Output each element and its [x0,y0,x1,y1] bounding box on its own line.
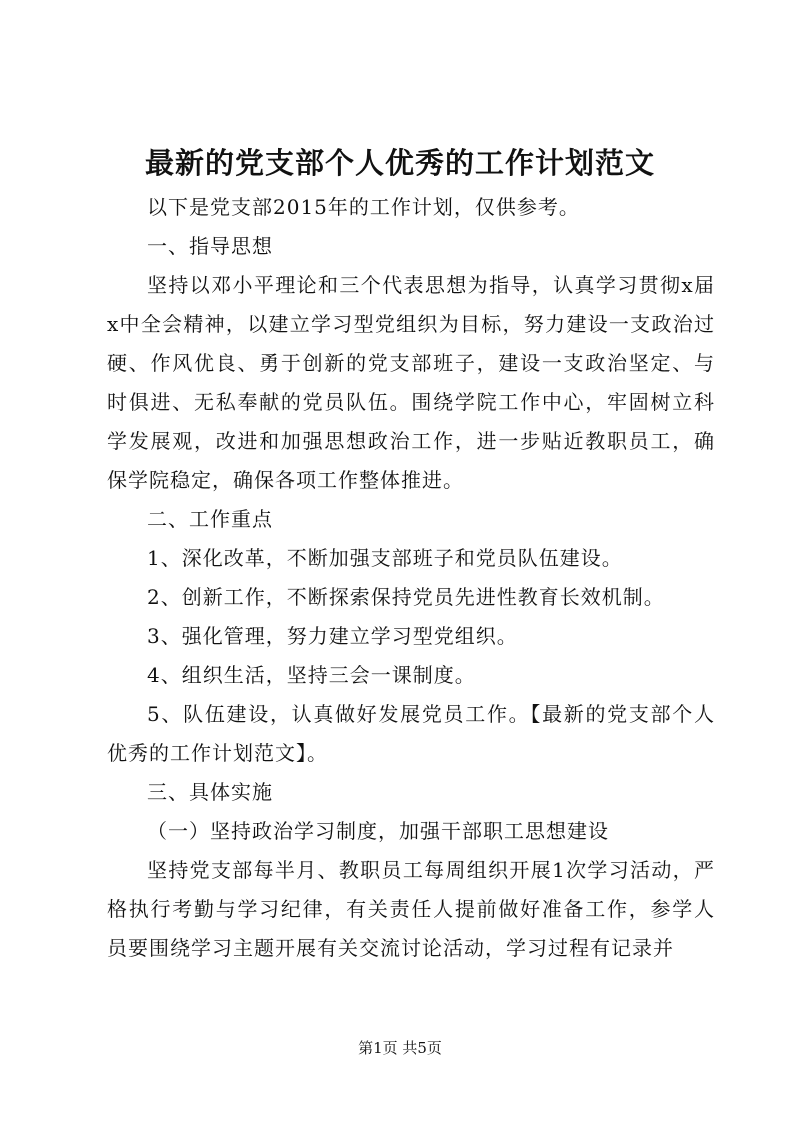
work-focus-item-1: 1、深化改革，不断加强支部班子和党员队伍建设。 [147,546,623,570]
guiding-thought-paragraph: 坚持以邓小平理论和三个代表思想为指导，认真学习贯彻x届x中全会精神，以建立学习型党组织为目标，努力建设一支政治过硬、作风优良、勇于创新的党支部班子，建设一支政治坚定、与时俱进、无私奉献的党员队伍。围绕学院工作中心，牢固树立科学发展观，改进和加强思想政治工作，进一步贴近教职员工，确保学院稳定，确保各项工作整体推进。 [107,273,715,492]
section-heading-guiding-thought: 一、指导思想 [147,234,273,258]
document-title: 最新的党支部个人优秀的工作计划范文 [144,146,655,180]
section-heading-implementation: 三、具体实施 [147,780,273,804]
political-study-paragraph: 坚持党支部每半月、教职员工每周组织开展1次学习活动，严格执行考勤与学习纪律，有关责任人提前做好准备工作，参学人员要围绕学习主题开展有关交流讨论活动，学习过程有记录并 [107,858,715,960]
intro-paragraph: 以下是党支部2015年的工作计划，仅供参考。 [147,195,580,219]
section-heading-work-focus: 二、工作重点 [147,507,273,531]
work-focus-item-5: 5、队伍建设，认真做好发展党员工作。【最新的党支部个人优秀的工作计划范文】。 [107,702,715,765]
work-focus-item-3: 3、强化管理，努力建立学习型党组织。 [147,624,518,648]
document-body [107,188,715,968]
work-focus-item-4: 4、组织生活，坚持三会一课制度。 [147,663,476,687]
page-footer: 第1页 共5页 [358,1039,442,1057]
work-focus-item-2: 2、创新工作，不断探索保持党员先进性教育长效机制。 [147,585,665,609]
subsection-heading-political-study: （一）坚持政治学习制度，加强干部职工思想建设 [147,819,609,843]
